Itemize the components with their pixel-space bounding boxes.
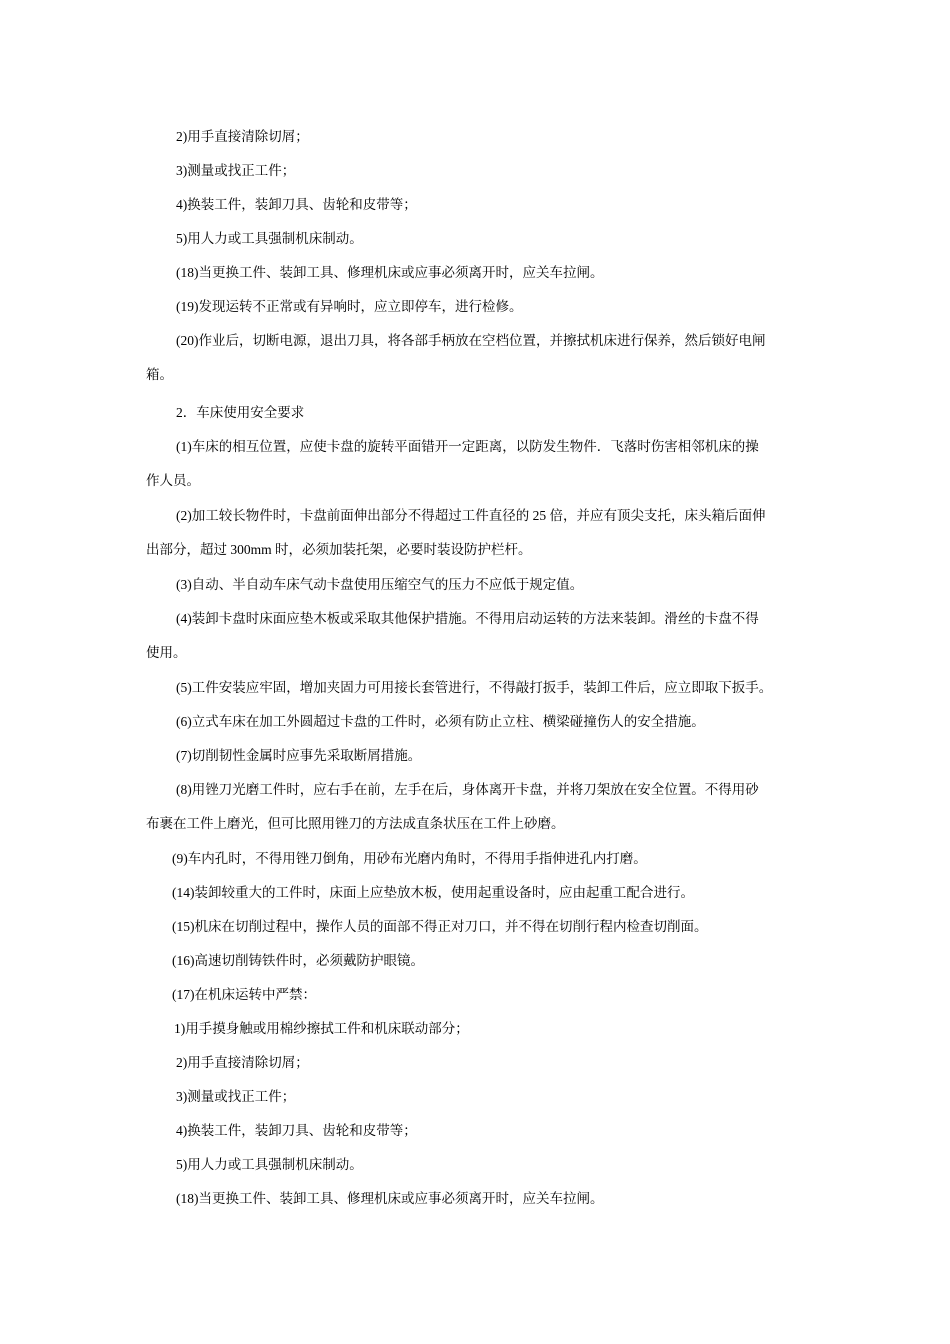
text-line: (17)在机床运转中严禁： [172,987,316,1002]
text-line: (1)车床的相互位置，应使卡盘的旋转平面错开一定距离，以防发生物件．飞落时伤害相邻机床的操 [176,439,759,454]
text-line: (8)用锉刀光磨工件时，应右手在前，左手在后，身体离开卡盘，并将刀架放在安全位置。不得用砂 [176,782,759,797]
text-line-continuation: 布裹在工件上磨光，但可比照用锉刀的方法成直条状压在工件上砂磨。 [146,816,565,831]
text-line: 2)用手直接清除切屑； [176,1055,309,1070]
text-line: 5)用人力或工具强制机床制动。 [176,1157,363,1172]
text-line: 3)测量或找正工件； [176,163,296,178]
text-line: (7)切削韧性金属时应事先采取断屑措施。 [176,748,422,763]
section-heading: 2．车床使用安全要求 [176,405,305,420]
text-line: (16)高速切削铸铁件时，必须戴防护眼镜。 [172,953,424,968]
text-line: (9)车内孔时，不得用锉刀倒角，用砂布光磨内角时，不得用手指伸进孔内打磨。 [172,851,647,866]
text-line: (20)作业后，切断电源，退出刀具，将各部手柄放在空档位置，并擦拭机床进行保养，然后锁好电闸 [176,333,766,348]
text-line-continuation: 箱。 [146,367,173,382]
text-line: 3)测量或找正工件； [176,1089,296,1104]
text-line: (5)工件安装应牢固，增加夹固力可用接长套管进行，不得敲打扳手，装卸工件后，应立即取下扳手。 [176,680,773,695]
text-line: (18)当更换工件、装卸工具、修理机床或应事必须离开时，应关车拉闸。 [176,265,604,280]
text-line: (14)装卸较重大的工件时，床面上应垫放木板，使用起重设备时，应由起重工配合进行。 [172,885,694,900]
text-line: (15)机床在切削过程中，操作人员的面部不得正对刀口，并不得在切削行程内检查切削面。 [172,919,708,934]
text-line: 1)用手摸身触或用棉纱擦拭工件和机床联动部分； [174,1021,469,1036]
text-line: 2)用手直接清除切屑； [176,129,309,144]
text-line: (18)当更换工件、装卸工具、修理机床或应事必须离开时，应关车拉闸。 [176,1191,604,1206]
document-body [146,126,806,1222]
text-line-continuation: 作人员。 [146,473,200,488]
text-line: (6)立式车床在加工外圆超过卡盘的工件时，必须有防止立柱、横梁碰撞伤人的安全措施。 [176,714,705,729]
text-line-continuation: 出部分，超过 300mm 时，必须加装托架，必要时装设防护栏杆。 [146,542,532,557]
text-line: 4)换装工件，装卸刀具、齿轮和皮带等； [176,1123,417,1138]
text-line: 5)用人力或工具强制机床制动。 [176,231,363,246]
text-line-continuation: 使用。 [146,645,187,660]
text-line: (19)发现运转不正常或有异响时，应立即停车，进行检修。 [176,299,523,314]
text-line: 4)换装工件，装卸刀具、齿轮和皮带等； [176,197,417,212]
text-line: (3)自动、半自动车床气动卡盘使用压缩空气的压力不应低于规定值。 [176,577,584,592]
text-line: (2)加工较长物件时，卡盘前面伸出部分不得超过工件直径的 25 倍，并应有顶尖支托，床头箱后面伸 [176,508,766,523]
text-line: (4)装卸卡盘时床面应垫木板或采取其他保护措施。不得用启动运转的方法来装卸。滑丝的卡盘不得 [176,611,759,626]
